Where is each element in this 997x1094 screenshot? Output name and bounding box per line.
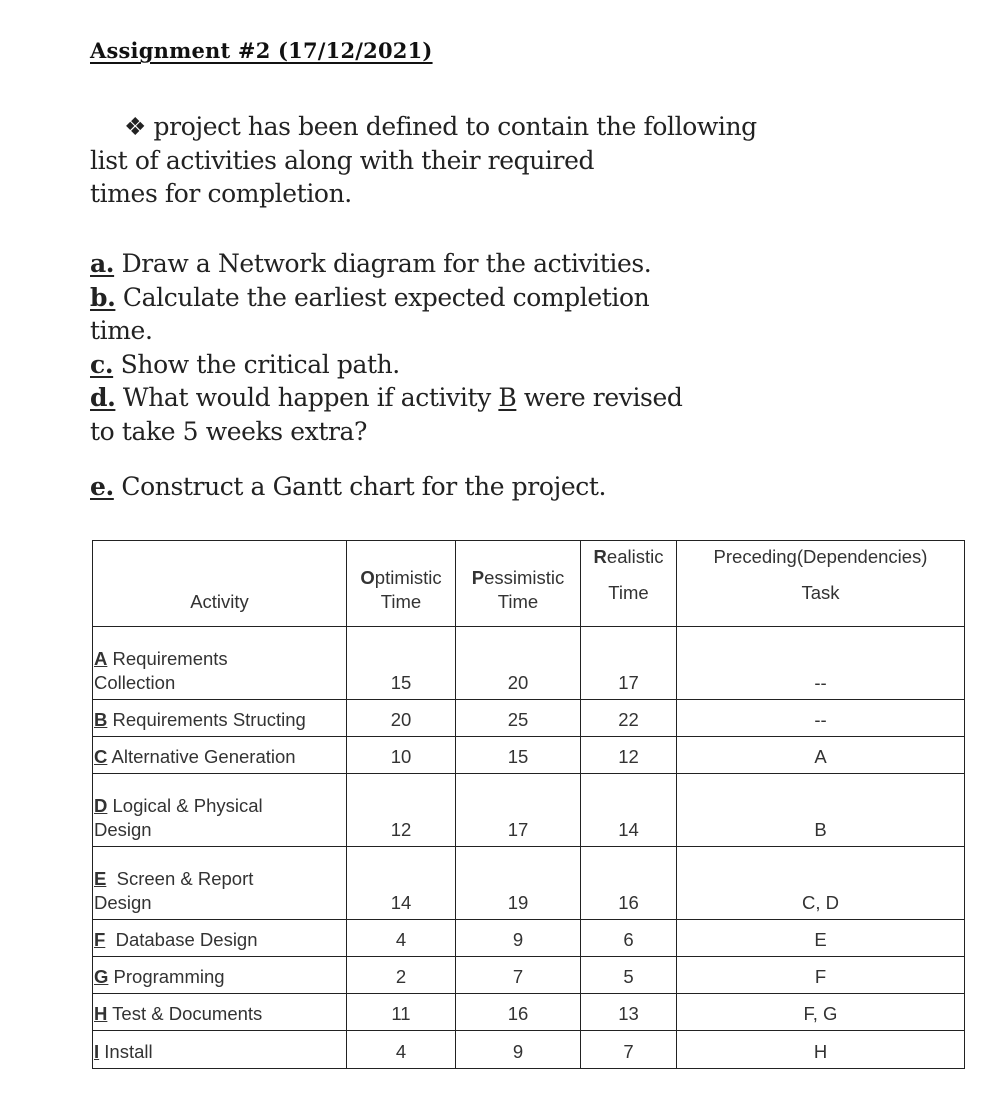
optimistic-cell: 4 [347, 1031, 456, 1069]
activity-name-cell: F Database Design [93, 920, 347, 957]
table-row [93, 994, 965, 1031]
header-activity: Activity [93, 541, 347, 627]
table-row [93, 1031, 965, 1069]
table-row [93, 957, 965, 994]
pessimistic-cell: 19 [456, 847, 581, 920]
activity-name-cell: C Alternative Generation [93, 737, 347, 774]
pessimistic-cell: 20 [456, 627, 581, 700]
table-header-row [93, 541, 965, 627]
question-d-activity: B [498, 383, 517, 412]
pessimistic-cell: 17 [456, 774, 581, 847]
dependency-cell: -- [677, 627, 965, 700]
optimistic-cell: 20 [347, 700, 456, 737]
question-b-label: b. [90, 282, 116, 312]
question-b [90, 281, 683, 315]
table-row [93, 627, 965, 700]
optimistic-cell: 11 [347, 994, 456, 1031]
dependency-cell: H [677, 1031, 965, 1069]
dependency-cell: A [677, 737, 965, 774]
question-c [90, 348, 683, 382]
realistic-cell: 17 [581, 627, 677, 700]
table-row [93, 774, 965, 847]
dependency-cell: C, D [677, 847, 965, 920]
table-row [93, 920, 965, 957]
header-preceding: Preceding(Dependencies) Task [677, 541, 965, 627]
question-d-label: d. [90, 383, 116, 412]
table-row [93, 700, 965, 737]
question-d-text-post: were revised [516, 383, 683, 412]
question-list [90, 247, 683, 448]
question-a-label: a. [90, 249, 115, 278]
question-d-text-pre: What would happen if activity [115, 383, 499, 412]
activity-name-cell: A Requirements Collection [93, 627, 347, 700]
realistic-cell: 16 [581, 847, 677, 920]
realistic-cell: 22 [581, 700, 677, 737]
header-pessimistic: Pessimistic Time [456, 541, 581, 627]
intro-line-3: times for completion. [90, 179, 352, 208]
dependency-cell: F [677, 957, 965, 994]
dependency-cell: E [677, 920, 965, 957]
pessimistic-cell: 25 [456, 700, 581, 737]
question-d-continued: to take 5 weeks extra? [90, 416, 368, 446]
activity-name-cell: D Logical & Physical Design [93, 774, 347, 847]
intro-line-1: project has been defined to contain the following [146, 112, 757, 141]
dependency-cell: -- [677, 700, 965, 737]
intro-paragraph [90, 110, 757, 211]
question-e-label: e. [90, 472, 114, 501]
activity-name-cell: H Test & Documents [93, 994, 347, 1031]
pessimistic-cell: 9 [456, 1031, 581, 1069]
activity-name-cell: E Screen & Report Design [93, 847, 347, 920]
dependency-cell: B [677, 774, 965, 847]
header-optimistic: Optimistic Time [347, 541, 456, 627]
dependency-cell: F, G [677, 994, 965, 1031]
optimistic-cell: 2 [347, 957, 456, 994]
realistic-cell: 14 [581, 774, 677, 847]
realistic-cell: 13 [581, 994, 677, 1031]
pessimistic-cell: 7 [456, 957, 581, 994]
pessimistic-cell: 9 [456, 920, 581, 957]
question-b-continued: time. [90, 316, 153, 345]
table-row [93, 737, 965, 774]
question-c-label: c. [90, 349, 114, 379]
question-a-text: Draw a Network diagram for the activities. [114, 249, 652, 278]
question-b-text: Calculate the earliest expected completion [115, 282, 650, 312]
optimistic-cell: 12 [347, 774, 456, 847]
intro-line-2: list of activities along with their required [90, 145, 595, 175]
question-d [90, 381, 683, 415]
optimistic-cell: 15 [347, 627, 456, 700]
optimistic-cell: 14 [347, 847, 456, 920]
realistic-cell: 12 [581, 737, 677, 774]
activity-name-cell: B Requirements Structing [93, 700, 347, 737]
optimistic-cell: 4 [347, 920, 456, 957]
question-e [90, 470, 606, 504]
page-title: Assignment #2 (17/12/2021) [90, 38, 433, 63]
realistic-cell: 5 [581, 957, 677, 994]
diamond-bullet-icon: ❖ [124, 112, 147, 141]
pessimistic-cell: 16 [456, 994, 581, 1031]
question-e-text: Construct a Gantt chart for the project. [113, 472, 607, 501]
question-c-text: Show the critical path. [113, 349, 400, 379]
realistic-cell: 6 [581, 920, 677, 957]
activity-table [92, 540, 965, 1069]
realistic-cell: 7 [581, 1031, 677, 1069]
header-realistic: Realistic Time [581, 541, 677, 627]
activity-name-cell: G Programming [93, 957, 347, 994]
activity-name-cell: I Install [93, 1031, 347, 1069]
question-a [90, 247, 683, 281]
optimistic-cell: 10 [347, 737, 456, 774]
table-row [93, 847, 965, 920]
pessimistic-cell: 15 [456, 737, 581, 774]
